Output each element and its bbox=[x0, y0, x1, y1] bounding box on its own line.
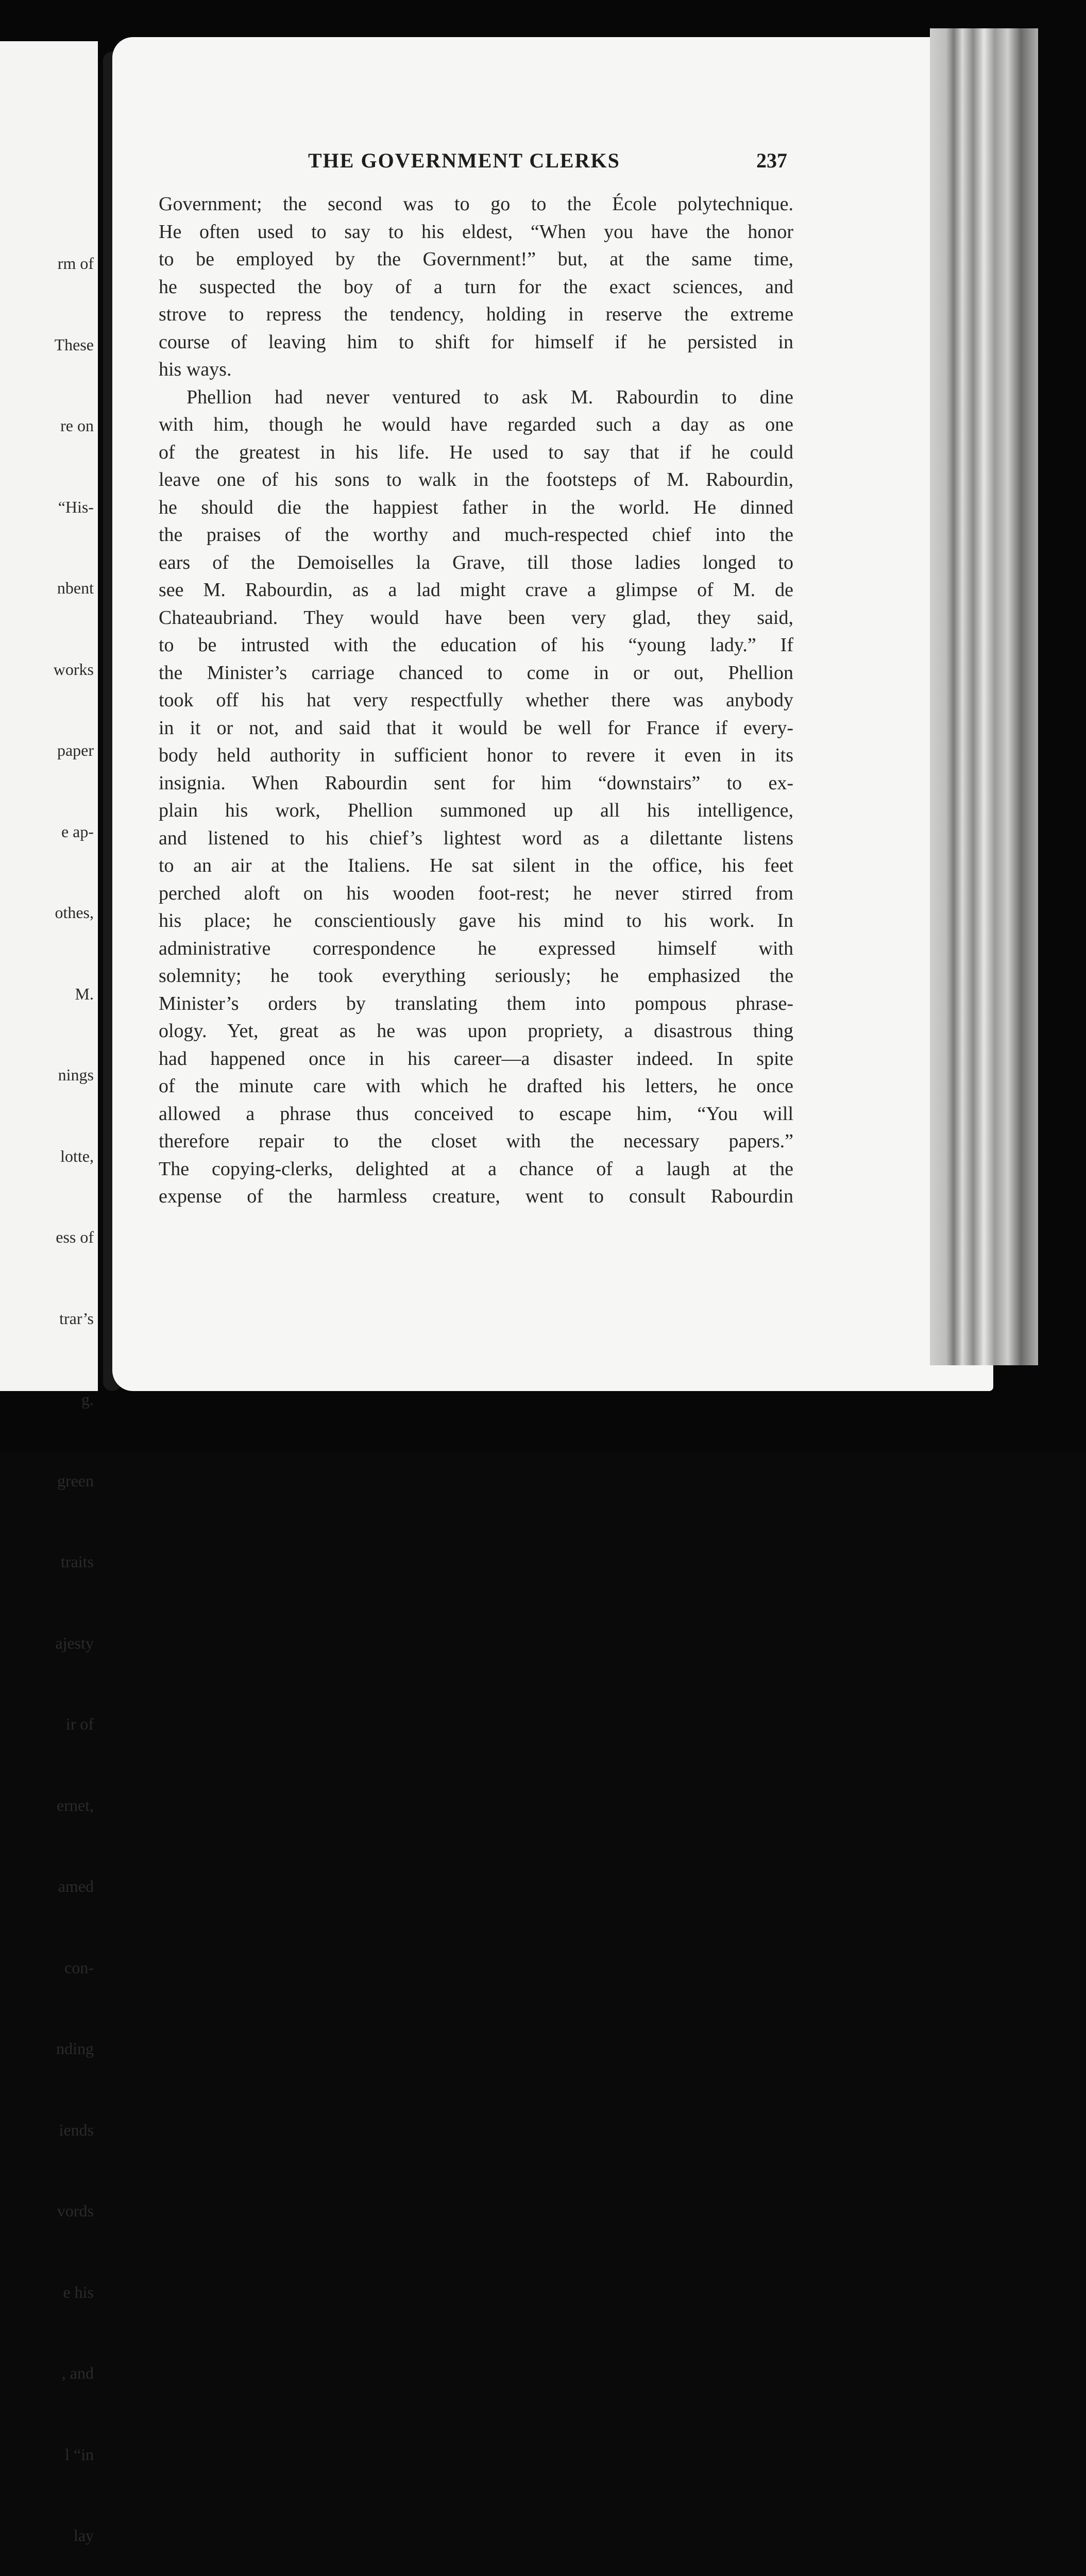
text-line: therefore repair to the closet with the necessary papers.” bbox=[159, 1130, 793, 1152]
facing-line: vords bbox=[57, 2201, 94, 2220]
facing-line: M. bbox=[75, 984, 94, 1003]
text-line: of the minute care with which he drafted his letters, he once bbox=[159, 1075, 793, 1097]
text-line: with him, though he would have regarded such a day as one bbox=[159, 414, 793, 435]
text-line: his place; he conscientiously gave his mind to his work. In bbox=[159, 910, 793, 931]
paragraph-start-line: Phellion had never ventured to ask M. Rabourdin to dine bbox=[186, 386, 793, 408]
text-line: allowed a phrase thus conceived to escape him, “You will bbox=[159, 1103, 793, 1125]
text-line: plain his work, Phellion summoned up all his intelligence, bbox=[159, 800, 793, 821]
text-line: his ways. bbox=[159, 359, 232, 380]
body-text bbox=[159, 191, 793, 1211]
facing-line: rm of bbox=[57, 254, 94, 273]
facing-line: con- bbox=[64, 1958, 94, 1977]
facing-line: ernet, bbox=[57, 1795, 94, 1815]
text-line: strove to repress the tendency, holding in reserve the extreme bbox=[159, 303, 793, 325]
text-line: in it or not, and said that it would be well for France if every- bbox=[159, 717, 793, 739]
page-header bbox=[308, 148, 787, 179]
facing-line: paper bbox=[57, 741, 94, 759]
text-line: he should die the happiest father in the world. He dinned bbox=[159, 496, 793, 518]
facing-line: “His- bbox=[58, 497, 94, 516]
facing-line: works bbox=[53, 659, 94, 679]
facing-page-left bbox=[0, 41, 98, 2545]
facing-line: green bbox=[57, 1471, 94, 1490]
facing-line: re on bbox=[60, 416, 94, 435]
text-line: body held authority in sufficient honor to revere it even in its bbox=[159, 744, 793, 766]
text-line: He often used to say to his eldest, “When you have the honor bbox=[159, 221, 793, 243]
facing-line: , and bbox=[61, 2364, 94, 2382]
text-line: ology. Yet, great as he was upon propriety, a disastrous thing bbox=[159, 1020, 793, 1042]
text-line: and listened to his chief’s lightest word as a dilettante listens bbox=[159, 827, 793, 849]
text-line: the praises of the worthy and much-respected chief into the bbox=[159, 524, 793, 546]
facing-line: iends bbox=[59, 2120, 94, 2139]
facing-line: trar’s bbox=[59, 1309, 94, 1328]
facing-line: nings bbox=[58, 1065, 94, 1084]
text-line: Minister’s orders by translating them into pompous phrase- bbox=[159, 992, 793, 1014]
facing-line: nding bbox=[56, 2039, 94, 2058]
text-line: took off his hat very respectfully whether there was anybody bbox=[159, 689, 793, 711]
text-line: administrative correspondence he expressed himself with bbox=[159, 937, 793, 959]
text-line: The copying-clerks, delighted at a chance of a laugh at the bbox=[159, 1158, 793, 1180]
facing-line: l “in bbox=[65, 2445, 94, 2464]
text-line: Government; the second was to go to the École polytechnique. bbox=[159, 193, 793, 215]
text-line: ears of the Demoiselles la Grave, till those ladies longed to bbox=[159, 551, 793, 573]
text-line: expense of the harmless creature, went to consult Rabourdin bbox=[159, 1185, 793, 1207]
text-line: to an air at the Italiens. He sat silent in the office, his feet bbox=[159, 855, 793, 876]
facing-line: amed bbox=[58, 1877, 94, 1895]
facing-line: e his bbox=[63, 2282, 94, 2301]
facing-line: othes, bbox=[55, 903, 94, 922]
running-head: THE GOVERNMENT CLERKS bbox=[308, 149, 620, 172]
facing-line: g. bbox=[81, 1390, 94, 1409]
facing-line: ess of bbox=[56, 1228, 94, 1246]
text-line: he suspected the boy of a turn for the exact sciences, and bbox=[159, 276, 793, 298]
facing-line: These bbox=[54, 335, 94, 354]
text-line: the Minister’s carriage chanced to come in or out, Phellion bbox=[159, 662, 793, 684]
page-edges bbox=[930, 28, 1038, 1365]
facing-line: lotte, bbox=[60, 1146, 94, 1165]
page-number: 237 bbox=[756, 149, 787, 172]
text-line: solemnity; he took everything seriously; he emphasized the bbox=[159, 965, 793, 987]
text-line: course of leaving him to shift for himself if he persisted in bbox=[159, 331, 793, 353]
text-line: of the greatest in his life. He used to say that if he could bbox=[159, 441, 793, 463]
facing-line: e ap- bbox=[61, 822, 94, 841]
facing-page-text bbox=[0, 196, 94, 2576]
text-line: Chateaubriand. They would have been very glad, they said, bbox=[159, 606, 793, 629]
text-line: to be intrusted with the education of his “young lady.” If bbox=[159, 634, 793, 656]
facing-line: nbent bbox=[57, 579, 94, 597]
text-line: perched aloft on his wooden foot-rest; he never stirred from bbox=[159, 882, 793, 904]
facing-line: lay bbox=[73, 2526, 94, 2545]
facing-line: ajesty bbox=[55, 1633, 94, 1652]
facing-line: ir of bbox=[65, 1715, 94, 1733]
facing-line: traits bbox=[61, 1552, 94, 1571]
text-line: had happened once in his career—a disaster indeed. In spite bbox=[159, 1047, 793, 1070]
text-line: to be employed by the Government!” but, at the same time, bbox=[159, 248, 793, 270]
text-line: see M. Rabourdin, as a lad might crave a glimpse of M. de bbox=[159, 579, 793, 601]
text-line: insignia. When Rabourdin sent for him “downstairs” to ex- bbox=[159, 772, 793, 794]
text-line: leave one of his sons to walk in the footsteps of M. Rabourdin, bbox=[159, 469, 793, 490]
